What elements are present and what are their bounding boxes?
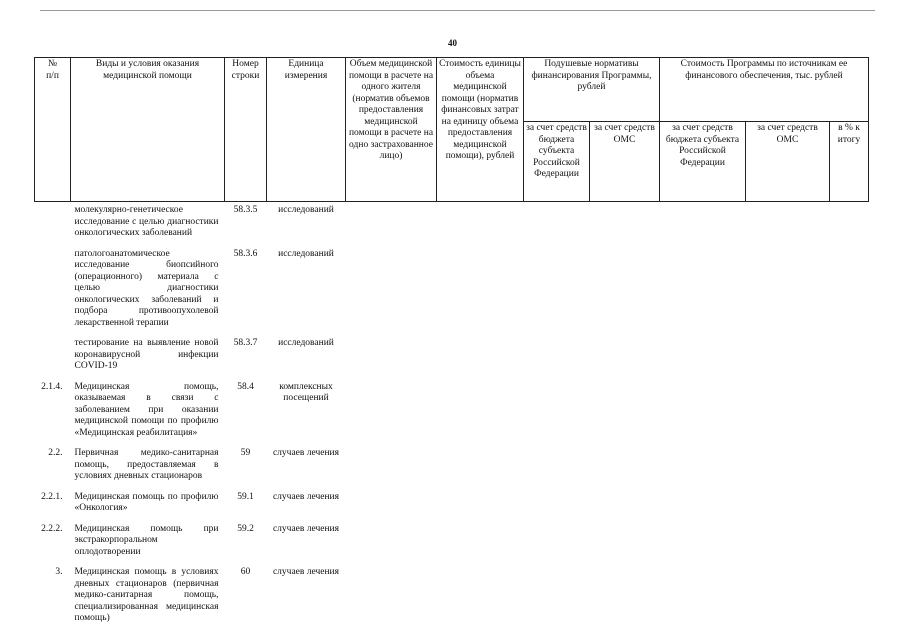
row-line: 58.3.7 xyxy=(233,338,258,348)
header-num: № п/п xyxy=(35,58,71,202)
row-unit: исследований xyxy=(278,205,334,215)
row-desc: патологоанатомическое исследование биопсийного (операционного) материала с целью диагностики онкологических заболеваний и подбора противоопухолевой лекарственной терапии xyxy=(74,248,219,328)
row-num: 2.1.4. xyxy=(41,381,63,392)
row-num: 2.2. xyxy=(48,448,63,458)
row-desc: Первичная медико-санитарная помощь, предоставляемая в условиях дневных стационаров xyxy=(74,448,219,481)
table-row xyxy=(35,246,869,336)
header-cost: Стоимость единицы объема медицинской помощи (норматив финансовых затрат на единицу объема предоставления медицинской помощи), рублей xyxy=(437,58,524,202)
row-line: 58.3.6 xyxy=(233,248,258,259)
program-cost-table xyxy=(34,57,869,631)
row-num: 2.2.2. xyxy=(41,523,63,534)
row-line: 59.2 xyxy=(237,523,254,534)
page-top-border xyxy=(40,10,875,11)
row-line: 58.3.5 xyxy=(233,205,258,215)
row-desc: Медицинская помощь по профилю «Онкология» xyxy=(74,491,219,513)
row-desc: тестирование на выявление новой коронавирусной инфекции COVID-19 xyxy=(74,338,219,371)
row-line: 60 xyxy=(240,567,251,577)
table-row xyxy=(35,379,869,446)
header-line: Номер строки xyxy=(225,58,267,202)
header-program-pct: в % к итогу xyxy=(830,122,869,202)
row-desc: Медицинская помощь при экстракорпоральном оплодотворении xyxy=(74,523,219,557)
row-unit: случаев лечения xyxy=(272,523,340,534)
row-desc: Медицинская помощь в условиях дневных стационаров (первичная медико-санитарная помощь, специализированная медицинская помощь) xyxy=(74,567,219,623)
row-line: 59 xyxy=(240,448,251,458)
row-line: 59.1 xyxy=(237,491,254,502)
row-unit: случаев лечения xyxy=(272,491,340,502)
header-percapita: Подушевые нормативы финансирования Программы, рублей xyxy=(524,58,660,122)
table-row xyxy=(35,489,869,521)
header-volume: Объем медицинской помощи в расчете на одного жителя (норматив объемов предоставления медицинской помощи в расчете на одно застрахованное лицо) xyxy=(346,58,437,202)
row-num: 3. xyxy=(55,567,63,577)
row-line: 58.4 xyxy=(237,381,254,392)
table-row xyxy=(35,335,869,379)
table-row xyxy=(35,445,869,489)
header-percapita-oms: за счет средств ОМС xyxy=(590,122,660,202)
row-unit: случаев лечения xyxy=(272,567,340,577)
row-unit: исследований xyxy=(278,248,334,259)
table-row xyxy=(35,564,869,631)
header-type: Виды и условия оказания медицинской помощи xyxy=(71,58,225,202)
header-program: Стоимость Программы по источникам ее финансового обеспечения, тыс. рублей xyxy=(660,58,869,122)
header-unit: Единица измерения xyxy=(267,58,346,202)
header-program-budget: за счет средств бюджета субъекта Российской Федерации xyxy=(660,122,746,202)
header-program-oms: за счет средств ОМС xyxy=(746,122,830,202)
row-desc: Медицинская помощь, оказываемая в связи с заболеванием при оказании медицинской помощи по профилю «Медицинская реабилитация» xyxy=(74,381,219,438)
row-unit: комплексных посещений xyxy=(279,381,333,403)
row-num xyxy=(35,335,71,379)
page-number: 40 xyxy=(448,38,457,48)
row-unit: исследований xyxy=(278,338,334,348)
row-num xyxy=(35,246,71,336)
table-row xyxy=(35,202,869,246)
header-percapita-budget: за счет средств бюджета субъекта Российской Федерации xyxy=(524,122,590,202)
row-desc: молекулярно-генетическое исследование с целью диагностики онкологических заболеваний xyxy=(74,205,219,238)
row-unit: случаев лечения xyxy=(272,448,340,458)
row-num: 2.2.1. xyxy=(41,491,63,502)
table-row xyxy=(35,521,869,565)
row-num xyxy=(35,202,71,246)
